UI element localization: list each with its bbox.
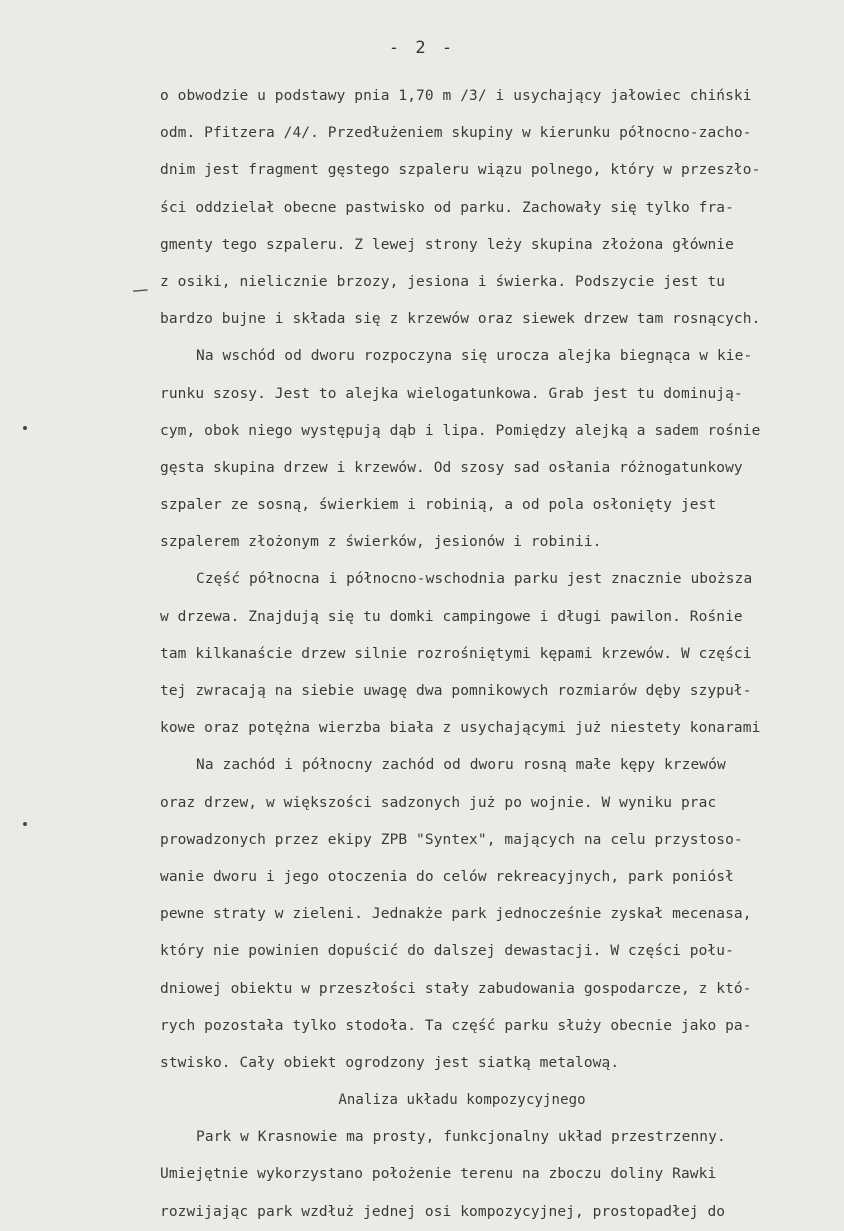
text-line: tej zwracają na siebie uwagę dwa pomnikowych rozmiarów dęby szypuł- [160,683,752,699]
text-line: szpalerem złożonym z świerków, jesionów i robinii. [160,534,602,551]
text-line: dniowej obiektu w przeszłości stały zabudowania gospodarcze, z któ- [160,980,752,997]
text-line: szpaler ze sosną, świerkiem i robinią, a od pola osłonięty jest [160,497,717,514]
text-line: pewne straty w zieleni. Jednakże park jednocześnie zyskał mecenasa, [160,906,752,923]
text-line: runku szosy. Jest to alejka wielogatunkowa. Grab jest tu dominują- [160,385,743,402]
text-line: gęsta skupina drzew i krzewów. Od szosy sad osłania różnogatunkowy [160,459,743,476]
section-heading: Analiza układu kompozycyjnego [338,1092,586,1109]
text-line: bardzo bujne i składa się z krzewów oraz siewek drzew tam rosnących. [160,311,761,328]
text-line: odm. Pfitzera /4/. Przedłużeniem skupiny w kierunku północno-zacho- [160,125,752,142]
text-line: dnim jest fragment gęstego szpaleru wiązu polnego, który w przeszło- [160,162,761,179]
text-line: rych pozostała tylko stodoła. Ta część parku służy obecnie jako pa- [160,1017,752,1034]
text-line: rozwijając park wzdłuż jednej osi kompozycyjnej, prostopadłej do [160,1203,726,1220]
margin-mark: / [130,281,152,300]
text-line: z osiki, nielicznie brzozy, jesiona i świerka. Podszycie jest tu [160,273,726,290]
text-line: Umiejętnie wykorzystano położenie terenu na zboczu doliny Rawki [160,1166,717,1183]
text-line: ści oddzielał obecne pastwisko od parku. Zachowały się tylko fra- [160,199,734,216]
text-line: który nie powinien dopuścić do dalszej dewastacji. W części połu- [160,943,734,960]
text-line: w drzewa. Znajdują się tu domki campingowe i długi pawilon. Rośnie [160,608,743,625]
text-line: cym, obok niego występują dąb i lipa. Pomiędzy alejką a sadem rośnie [160,422,761,439]
text-line: Park w Krasnowie ma prosty, funkcjonalny układ przestrzenny. [196,1129,726,1146]
text-line: wanie dworu i jego otoczenia do celów rekreacyjnych, park poniósł [160,868,734,885]
text-line: stwisko. Cały obiekt ogrodzony jest siatką metalową. [160,1054,620,1071]
text-line: kowe oraz potężna wierzba biała z usychającymi już niestety konarami [160,720,761,737]
text-line: oraz drzew, w większości sadzonych już po wojnie. W wyniku prac [160,794,717,811]
text-line: o obwodzie u podstawy pnia 1,70 m /3/ i usychający jałowiec chiński [160,88,752,104]
binder-hole-mark [23,822,27,826]
text-line: tam kilkanaście drzew silnie rozrośniętymi kępami krzewów. W części [160,645,752,662]
text-line: Na wschód od dworu rozpoczyna się urocza alejka biegnąca w kie- [196,348,753,365]
text-line: prowadzonych przez ekipy ZPB "Syntex", mających na celu przystoso- [160,831,743,848]
text-line: Na zachód i północny zachód od dworu rosną małe kępy krzewów [196,757,726,774]
page-number: - 2 - [388,38,456,58]
text-line: Część północna i północno-wschodnia parku jest znacznie uboższa [196,571,753,588]
body-text [160,78,844,1231]
text-line: gmenty tego szpaleru. Z lewej strony leży skupina złożona głównie [160,236,734,253]
binder-hole-mark [23,426,27,430]
